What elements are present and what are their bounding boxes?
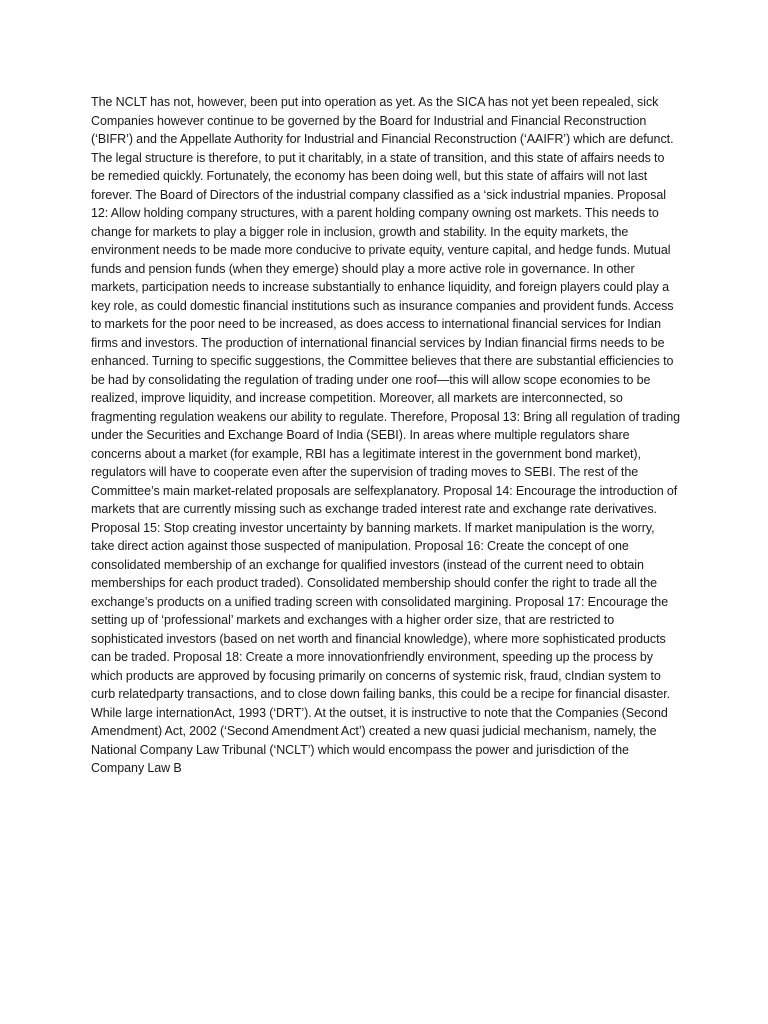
body-paragraph: The NCLT has not, however, been put into operation as yet. As the SICA has not yet been repealed, sick Companies however continue to be governed by the Board for Industrial and Financial Reconstruction (‘BIFR’) and the Appellate Authority for Industrial and Financial Reconstruction (‘AAIFR’) which are defunct. The legal structure is therefore, to put it charitably, in a state of transition, and this state of affairs needs to be remedied quickly. Fortunately, the economy has been doing well, but this state of affairs will not last forever. The Board of Directors of the industrial company classified as a ‘sick industrial mpanies. Proposal 12: Allow holding company structures, with a parent holding company owning ost markets. This needs to change for markets to play a bigger role in inclusion, growth and stability. In the equity markets, the environment needs to be made more conducive to private equity, venture capital, and hedge funds. Mutual funds and pension funds (when they emerge) should play a more active role in governance. In other markets, participation needs to increase substantially to enhance liquidity, and foreign players could play a key role, as could domestic financial institutions such as insurance companies and provident funds. Access to markets for the poor need to be increased, as does access to international financial services for Indian firms and investors. The production of international financial services by Indian financial firms needs to be enhanced. Turning to specific suggestions, the Committee believes that there are substantial efficiencies to be had by consolidating the regulation of trading under one roof—this will allow scope economies to be realized, improve liquidity, and increase competition. Moreover, all markets are interconnected, so fragmenting regulation weakens our ability to regulate. Therefore, Proposal 13: Bring all regulation of trading under the Securities and Exchange Board of India (SEBI). In areas where multiple regulators share concerns about a market (for example, RBI has a legitimate interest in the government bond market), regulators will have to cooperate even after the supervision of trading moves to SEBI. The rest of the Committee’s main market-related proposals are selfexplanatory. Proposal 14: Encourage the introduction of markets that are currently missing such as exchange traded interest rate and exchange rate derivatives. Proposal 15: Stop creating investor uncertainty by banning markets. If market manipulation is the worry, take direct action against those suspected of manipulation. Proposal 16: Create the concept of one consolidated membership of an exchange for qualified investors (instead of the current need to obtain memberships for each product traded). Consolidated membership should confer the right to trade all the exchange’s products on a unified trading screen with consolidated margining. Proposal 17: Encourage the setting up of ‘professional’ markets and exchanges with a higher order size, that are restricted to sophisticated investors (based on net worth and financial knowledge), where more sophisticated products can be traded. Proposal 18: Create a more innovationfriendly environment, speeding up the process by which products are approved by focusing primarily on concerns of systemic risk, fraud, cIndian system to curb relatedparty transactions, and to close down failing banks, this could be a recipe for financial disaster. While large internationAct, 1993 (‘DRT’). At the outset, it is instructive to note that the Companies (Second Amendment) Act, 2002 (‘Second Amendment Act’) created a new quasi judicial mechanism, namely, the National Company Law Tribunal (‘NCLT’) which would encompass the power and jurisdiction of the Company Law B (91, 95, 680, 775)
